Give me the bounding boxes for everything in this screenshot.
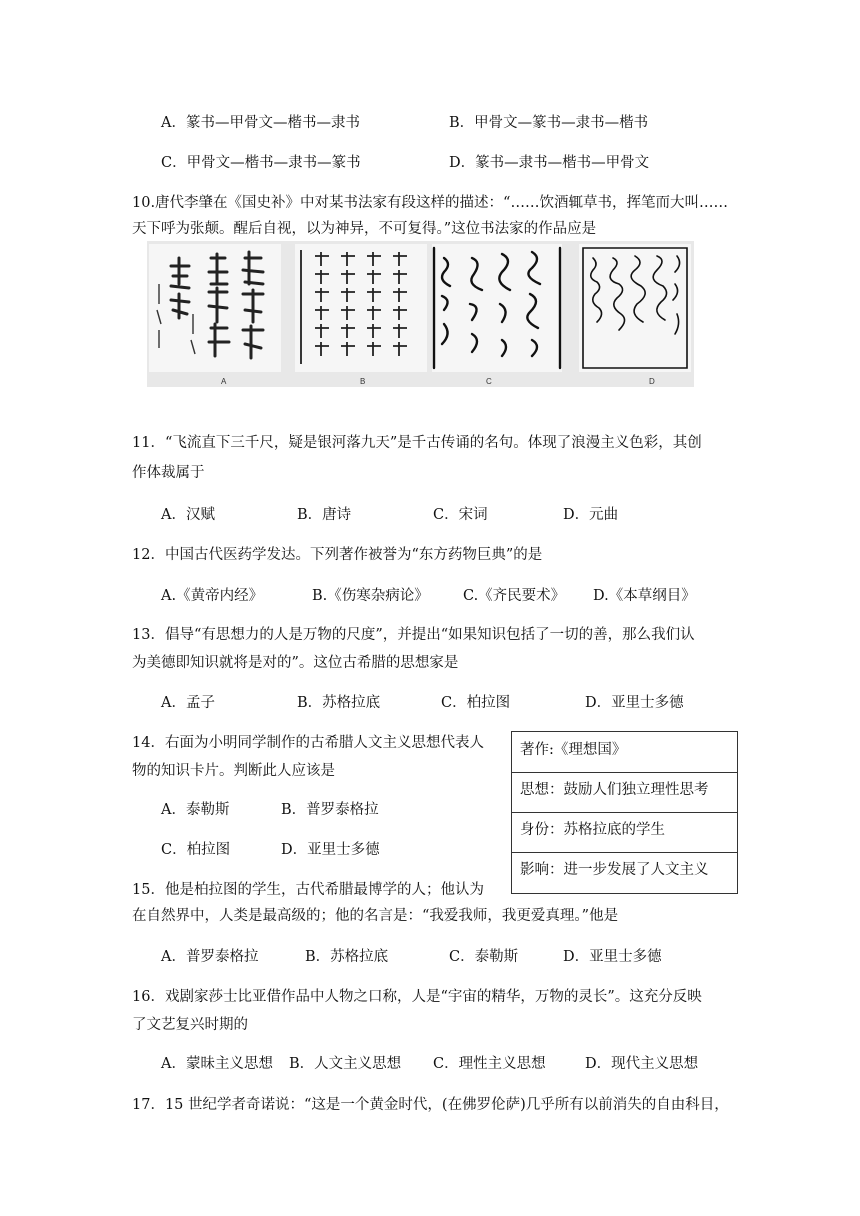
q17-text-line1: 17．15 世纪学者奇诺说：“这是一个黄金时代，(在佛罗伦萨)几乎所有以前消失的自由科目， xyxy=(132,1097,729,1113)
q13-option-d: D．亚里士多德 xyxy=(585,695,684,711)
q14-option-b: B．普罗泰格拉 xyxy=(281,802,379,818)
q11-text-line2: 作体裁属于 xyxy=(132,465,205,481)
card-row-thought: 思想：鼓励人们独立理性思考 xyxy=(520,782,709,798)
q16-text-line2: 了文艺复兴时期的 xyxy=(132,1017,248,1033)
q9-option-b: B．甲骨文—篆书—隶书—楷书 xyxy=(449,115,649,131)
calligraphy-figure xyxy=(147,241,694,387)
q15-option-a: A．普罗泰格拉 xyxy=(161,949,259,965)
q15-option-d: D．亚里士多德 xyxy=(563,949,662,965)
calligraphy-sample-b xyxy=(295,244,427,372)
q14-text-line1: 14．右面为小明同学制作的古希腊人文主义思想代表人 xyxy=(132,735,484,751)
figure-label-d: D xyxy=(649,377,655,386)
q13-option-c: C．柏拉图 xyxy=(441,695,511,711)
figure-label-b: B xyxy=(360,377,366,386)
q12-option-a: A.《黄帝内经》 xyxy=(161,588,264,604)
figure-label-a: A xyxy=(221,377,227,386)
card-row-works: 著作:《理想国》 xyxy=(520,742,627,758)
calligraphy-sample-a xyxy=(149,244,281,372)
q13-text-line1: 13．倡导“有思想力的人是万物的尺度”，并提出“如果知识包括了一切的善，那么我们认 xyxy=(132,627,695,643)
q14-text-line2: 物的知识卡片。判断此人应该是 xyxy=(132,763,335,779)
q13-text-line2: 为美德即知识就将是对的”。这位古希腊的思想家是 xyxy=(132,655,459,671)
card-row-influence: 影响：进一步发展了人文主义 xyxy=(520,862,709,878)
q16-option-d: D．现代主义思想 xyxy=(585,1056,699,1072)
q15-text-line2: 在自然界中，人类是最高级的；他的名言是：“我爱我师，我更爱真理。”他是 xyxy=(132,908,619,924)
card-row-identity: 身份：苏格拉底的学生 xyxy=(520,822,665,838)
q16-option-a: A．蒙昧主义思想 xyxy=(161,1056,273,1072)
q12-option-b: B.《伤寒杂病论》 xyxy=(312,588,429,604)
q9-option-d: D．篆书—隶书—楷书—甲骨文 xyxy=(449,155,650,171)
q14-option-a: A．泰勒斯 xyxy=(161,802,230,818)
q16-option-b: B．人文主义思想 xyxy=(289,1056,402,1072)
q9-option-c: C．甲骨文—楷书—隶书—篆书 xyxy=(161,155,361,171)
q11-option-d: D．元曲 xyxy=(563,507,619,523)
q14-option-c: C．柏拉图 xyxy=(161,842,231,858)
q15-option-b: B．苏格拉底 xyxy=(305,949,389,965)
q13-option-b: B．苏格拉底 xyxy=(297,695,381,711)
q13-option-a: A．孟子 xyxy=(161,695,215,711)
q10-text-line1: 10.唐代李肇在《国史补》中对某书法家有段这样的描述：“……饮酒辄草书，挥笔而大叫…… xyxy=(132,195,728,211)
q12-text-line1: 12．中国古代医药学发达。下列著作被誉为“东方药物巨典”的是 xyxy=(132,547,543,563)
q15-option-c: C．泰勒斯 xyxy=(449,949,519,965)
q16-text-line1: 16．戏剧家莎士比亚借作品中人物之口称，人是“宇宙的精华，万物的灵长”。这充分反映 xyxy=(132,989,702,1005)
q11-option-a: A．汉赋 xyxy=(161,507,215,523)
knowledge-card xyxy=(511,731,738,894)
calligraphy-sample-c xyxy=(432,244,562,372)
q11-text-line1: 11．“飞流直下三千尺，疑是银河落九天”是千古传诵的名句。体现了浪漫主义色彩，其创 xyxy=(132,435,702,451)
q15-text-line1: 15．他是柏拉图的学生，古代希腊最博学的人；他认为 xyxy=(132,882,484,898)
figure-label-c: C xyxy=(486,377,492,386)
q9-option-a: A．篆书—甲骨文—楷书—隶书 xyxy=(161,115,360,131)
q11-option-c: C．宋词 xyxy=(433,507,488,523)
q14-option-d: D．亚里士多德 xyxy=(281,842,380,858)
q12-option-c: C.《齐民要术》 xyxy=(463,588,566,604)
q16-option-c: C．理性主义思想 xyxy=(433,1056,546,1072)
q12-option-d: D.《本草纲目》 xyxy=(593,588,696,604)
q11-option-b: B．唐诗 xyxy=(297,507,352,523)
calligraphy-sample-d xyxy=(579,244,691,372)
q10-text-line2: 天下呼为张颠。醒后自视，以为神异，不可复得。”这位书法家的作品应是 xyxy=(132,221,597,237)
